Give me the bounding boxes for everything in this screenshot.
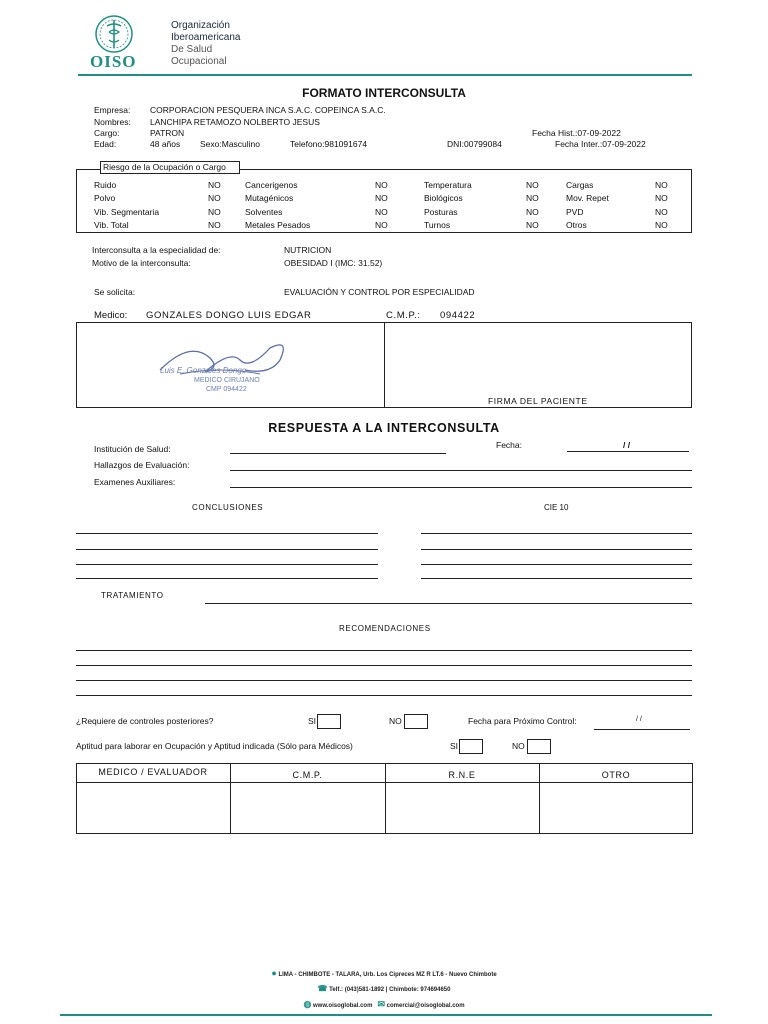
riesgo-item-label: Vib. Segmentaria xyxy=(94,207,160,217)
stamp-line: Luis E. Gonzales Dongo xyxy=(160,366,247,375)
fecha-field[interactable] xyxy=(567,451,689,452)
org-line: Ocupacional xyxy=(171,56,227,67)
doctor-stamp xyxy=(150,330,300,398)
sexo-value: Sexo:Masculino xyxy=(200,139,261,149)
institucion-field[interactable] xyxy=(230,453,446,454)
riesgo-item-label: Cargas xyxy=(566,180,594,190)
location-pin-icon: ● xyxy=(271,968,277,978)
riesgo-item-value: NO xyxy=(208,180,221,190)
signature-divider xyxy=(384,322,385,408)
riesgo-item-value: NO xyxy=(375,207,388,217)
controles-si-checkbox[interactable] xyxy=(317,714,341,729)
cie-line[interactable] xyxy=(421,549,692,550)
edad-value: 48 años xyxy=(150,139,181,149)
riesgo-item-label: Posturas xyxy=(424,207,458,217)
org-line: Organización xyxy=(171,20,230,31)
riesgo-item-label: Metales Pesados xyxy=(245,220,311,230)
footer-divider xyxy=(60,1014,712,1016)
motivo-value: OBESIDAD I (IMC: 31.52) xyxy=(284,258,383,268)
riesgo-item-label: Polvo xyxy=(94,193,116,203)
otro-cell[interactable] xyxy=(540,783,692,833)
riesgo-item-label: Temperatura xyxy=(424,180,472,190)
tratamiento-field[interactable] xyxy=(205,603,692,604)
cie-label: CIE 10 xyxy=(544,503,569,512)
footer-website[interactable]: www.oisoglobal.com xyxy=(312,1003,373,1009)
riesgo-item-label: Vib. Total xyxy=(94,220,129,230)
telefono-value: Telefono:981091674 xyxy=(290,139,368,149)
cargo-label: Cargo: xyxy=(94,128,120,138)
aptitud-label: Aptitud para laborar en Ocupación y Aptitud indicada (Sólo para Médicos) xyxy=(76,741,353,751)
rne-cell[interactable] xyxy=(386,783,538,833)
conclusiones-label: CONCLUSIONES xyxy=(192,503,264,512)
riesgo-item-value: NO xyxy=(526,193,539,203)
riesgo-item-label: Solventes xyxy=(245,207,283,217)
footer-phone xyxy=(0,984,768,993)
recomendaciones-label: RECOMENDACIONES xyxy=(339,624,431,633)
aptitud-si-label: SI xyxy=(450,741,459,751)
especialidad-label: Interconsulta a la especialidad de: xyxy=(92,245,221,255)
aptitud-si-checkbox[interactable] xyxy=(459,739,483,754)
motivo-label: Motivo de la interconsulta: xyxy=(92,258,191,268)
especialidad-value: NUTRICION xyxy=(284,245,332,255)
cmp-cell[interactable] xyxy=(231,783,384,833)
footer-contacts xyxy=(0,999,768,1010)
tratamiento-label: TRATAMIENTO xyxy=(101,591,164,600)
empresa-label: Empresa: xyxy=(94,105,131,115)
proximo-control-label: Fecha para Próximo Control: xyxy=(468,716,577,726)
riesgo-header: Riesgo de la Ocupación o Cargo xyxy=(103,162,226,172)
conclusion-line[interactable] xyxy=(76,578,378,579)
fecha-hist: Fecha Hist.:07-09-2022 xyxy=(532,128,621,138)
proximo-slashes: / / xyxy=(636,716,642,723)
riesgo-item-value: NO xyxy=(655,193,668,203)
footer-email[interactable]: comercial@oisoglobal.com xyxy=(386,1003,465,1009)
footer-address xyxy=(0,968,768,978)
header-divider xyxy=(78,74,692,76)
proximo-control-field[interactable] xyxy=(594,729,690,730)
medico-cell[interactable] xyxy=(77,783,229,833)
riesgo-item-label: Turnos xyxy=(424,220,451,230)
controles-no-label: NO xyxy=(389,716,402,726)
riesgo-item-value: NO xyxy=(208,207,221,217)
cmp-value: 094422 xyxy=(440,310,476,321)
fecha-slashes: / / xyxy=(623,440,631,450)
cie-line[interactable] xyxy=(421,578,692,579)
sign-header-rne: R.N.E xyxy=(448,770,476,780)
hallazgos-label: Hallazgos de Evaluación: xyxy=(94,460,190,470)
sign-header-otro: OTRO xyxy=(601,770,631,780)
globe-icon: ◍ xyxy=(303,999,312,1009)
firma-paciente-label: FIRMA DEL PACIENTE xyxy=(488,396,588,406)
medico-label: Medico: xyxy=(94,310,128,321)
riesgo-item-value: NO xyxy=(375,220,388,230)
footer-address-text: LIMA - CHIMBOTE - TALARA, Urb. Los Cipreces MZ R LT.6 - Nuevo Chimbote xyxy=(278,972,497,978)
riesgo-item-label: PVD xyxy=(566,207,584,217)
conclusion-line[interactable] xyxy=(76,564,378,565)
empresa-value: CORPORACION PESQUERA INCA S.A.C. COPEINCA S.A.C. xyxy=(150,105,386,115)
solicita-value: EVALUACIÓN Y CONTROL POR ESPECIALIDAD xyxy=(284,287,475,297)
medico-value: GONZALES DONGO LUIS EDGAR xyxy=(146,310,312,321)
riesgo-item-value: NO xyxy=(526,180,539,190)
riesgo-item-label: Mov. Repet xyxy=(566,193,609,203)
cie-line[interactable] xyxy=(421,533,692,534)
cargo-value: PATRON xyxy=(150,128,185,138)
fecha-inter: Fecha Inter.:07-09-2022 xyxy=(555,139,646,149)
riesgo-item-value: NO xyxy=(208,220,221,230)
solicita-label: Se solicita: xyxy=(94,287,136,297)
dni-value: DNI:00799084 xyxy=(447,139,502,149)
recomendacion-line[interactable] xyxy=(76,680,692,681)
riesgo-item-value: NO xyxy=(526,207,539,217)
nombres-label: Nombres: xyxy=(94,117,131,127)
riesgo-item-label: Ruido xyxy=(94,180,117,190)
riesgo-item-value: NO xyxy=(655,180,668,190)
oiso-logo xyxy=(80,12,148,72)
recomendacion-line[interactable] xyxy=(76,650,692,651)
email-icon: ✉ xyxy=(377,999,385,1009)
org-line: De Salud xyxy=(171,44,213,55)
riesgo-item-value: NO xyxy=(655,207,668,217)
institucion-label: Institución de Salud: xyxy=(94,444,171,454)
controles-no-checkbox[interactable] xyxy=(404,714,428,729)
logo-wordmark: OISO xyxy=(90,52,137,71)
hallazgos-field[interactable] xyxy=(230,470,692,471)
riesgo-item-value: NO xyxy=(375,193,388,203)
recomendacion-line[interactable] xyxy=(76,695,692,696)
nombres-value: LANCHIPA RETAMOZO NOLBERTO JESUS xyxy=(150,117,320,127)
conclusion-line[interactable] xyxy=(76,549,378,550)
stamp-line: CMP 094422 xyxy=(206,386,247,393)
examenes-label: Examenes Auxiliares: xyxy=(94,477,176,487)
riesgo-item-value: NO xyxy=(208,193,221,203)
form-title: FORMATO INTERCONSULTA xyxy=(302,86,466,100)
respuesta-title: RESPUESTA A LA INTERCONSULTA xyxy=(268,421,500,435)
org-line: Iberoamericana xyxy=(171,32,241,43)
riesgo-item-value: NO xyxy=(655,220,668,230)
controles-si-label: SI xyxy=(308,716,317,726)
riesgo-item-label: Biológicos xyxy=(424,193,463,203)
sign-header-cmp: C.M.P. xyxy=(292,770,323,780)
cie-line[interactable] xyxy=(421,564,692,565)
cmp-label: C.M.P.: xyxy=(386,310,421,321)
riesgo-item-label: Otros xyxy=(566,220,587,230)
recomendacion-line[interactable] xyxy=(76,665,692,666)
aptitud-no-checkbox[interactable] xyxy=(527,739,551,754)
sign-header-medico: MEDICO / EVALUADOR xyxy=(98,767,208,777)
riesgo-item-label: Mutagénicos xyxy=(245,193,294,203)
footer-phone-text: Telf.: (043)581-1892 | Chimbote: 974694650 xyxy=(329,987,451,993)
riesgo-item-value: NO xyxy=(526,220,539,230)
edad-label: Edad: xyxy=(94,139,117,149)
riesgo-item-value: NO xyxy=(375,180,388,190)
riesgo-item-label: Cancerigenos xyxy=(245,180,298,190)
org-name xyxy=(171,20,240,68)
conclusion-line[interactable] xyxy=(76,533,378,534)
examenes-field[interactable] xyxy=(230,487,692,488)
fecha-label: Fecha: xyxy=(496,440,522,450)
aptitud-no-label: NO xyxy=(512,741,525,751)
controles-label: ¿Requiere de controles posteriores? xyxy=(76,716,214,726)
phone-icon: ☎ xyxy=(317,984,328,993)
stamp-line: MEDICO CIRUJANO xyxy=(194,377,260,384)
